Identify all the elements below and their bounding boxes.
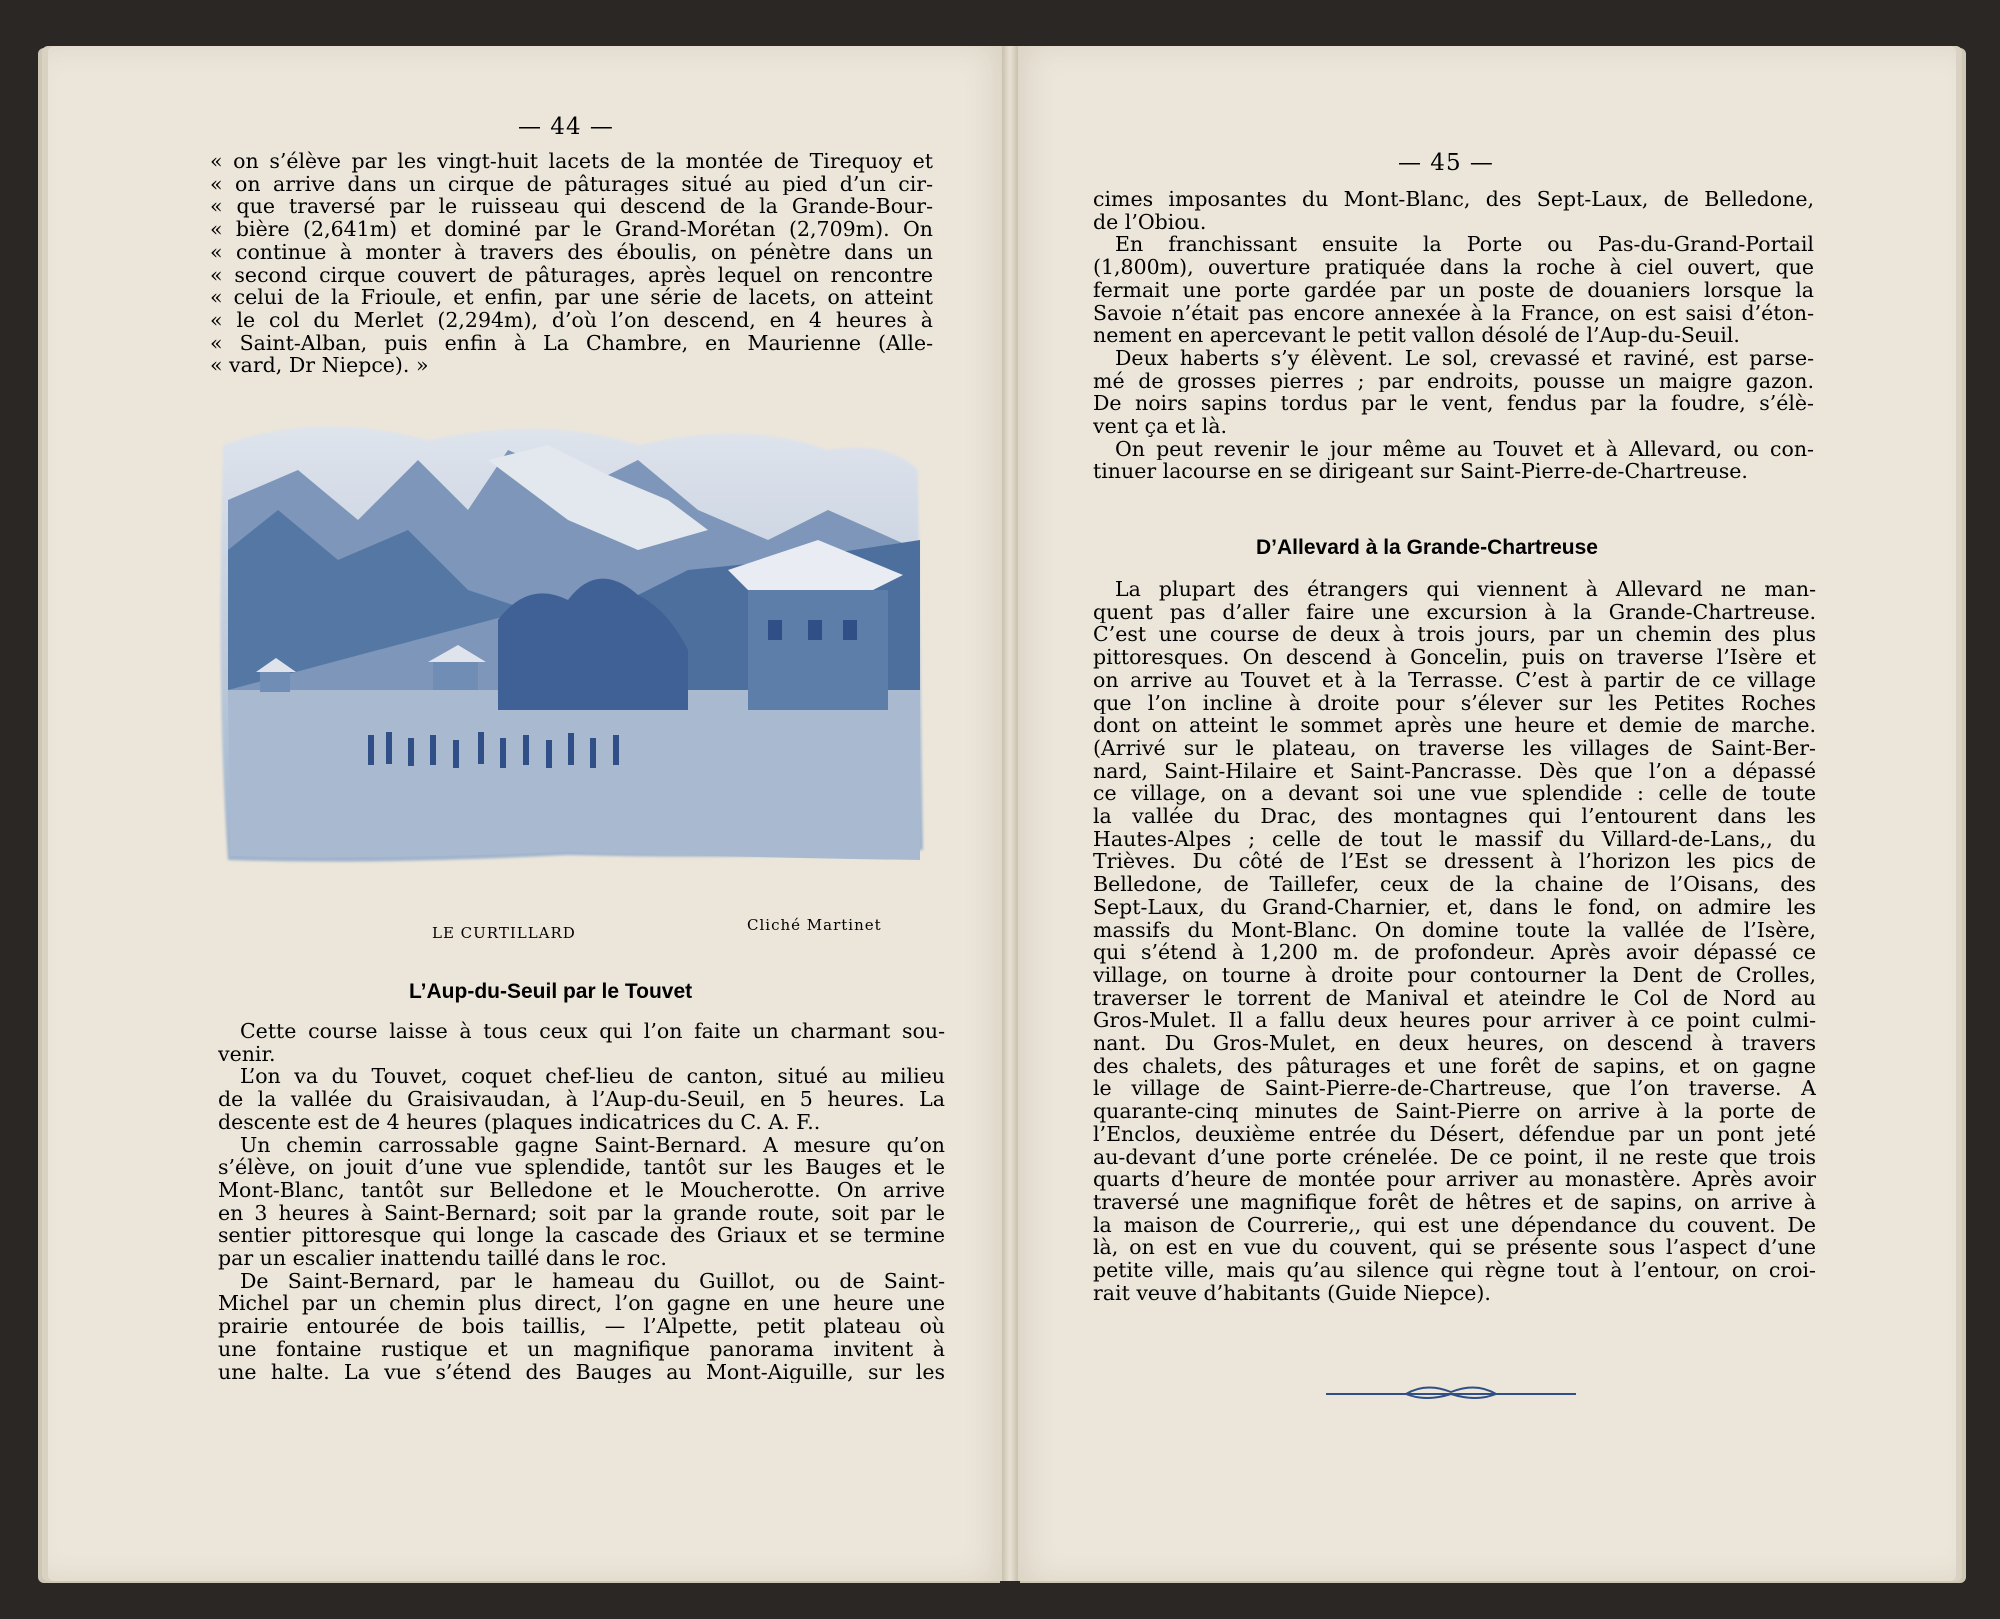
text-line: Michel par un chemin plus direct, l’on gagne en une heure une [218, 1292, 945, 1316]
text-line: village, on tourne à droite pour contourner la Dent de Crolles, [1093, 963, 1816, 987]
text-line: La plupart des étrangers qui viennent à Allevard ne man- [1115, 578, 1816, 601]
end-ornament [1326, 1380, 1576, 1404]
text-line: quent pas d’aller faire une excursion à la Grande-Chartreuse. [1093, 600, 1816, 624]
text-line: cimes imposantes du Mont-Blanc, des Sept-Laux, de Belledone, [1093, 188, 1814, 211]
text-line: « le col du Merlet (2,294m), d’où l’on descend, en 4 heures à [210, 308, 933, 332]
text-line: Un chemin carrossable gagne Saint-Bernard. A mesure qu’on [240, 1133, 945, 1157]
le-curtillard-photo [168, 390, 948, 890]
text-line: Cette course laisse à tous ceux qui l’on faite un charmant sou- [240, 1020, 945, 1043]
text-line: que l’on incline à droite pour s’élever sur les Petites Roches [1093, 691, 1816, 715]
text-line: de l’Obiou. [1093, 210, 1207, 234]
photo-caption: LE CURTILLARD [432, 924, 576, 942]
text-line: Sept-Laux, du Grand-Charnier, et, dans le fond, on admire les [1093, 895, 1816, 919]
text-line: fermait une porte gardée par un poste de douaniers lorsque la [1093, 278, 1814, 302]
text-line: descente est de 4 heures (plaques indicatrices du C. A. F.. [218, 1110, 821, 1134]
text-line: une halte. La vue s’étend des Bauges au Mont-Aiguille, sur les [218, 1360, 945, 1384]
text-line: (1,800m), ouverture pratiquée dans la roche à ciel ouvert, que [1093, 256, 1814, 279]
text-line: « celui de la Frioule, et enfin, par une série de lacets, on atteint [210, 286, 933, 309]
text-line: « vard, Dr Niepce). » [210, 354, 429, 378]
right-section-heading: D’Allevard à la Grande-Chartreuse [1256, 536, 1598, 559]
text-line: on arrive au Touvet et à la Terrasse. C’est à partir de ce village [1093, 668, 1816, 692]
text-line: s’élève, on jouit d’une vue splendide, tantôt sur les Bauges et le [218, 1156, 945, 1179]
text-line: le village de Saint-Pierre-de-Chartreuse, que l’on traverse. A [1093, 1077, 1816, 1101]
text-line: Hautes-Alpes ; celle de tout le massif du Villard-de-Lans,, du [1093, 827, 1816, 851]
left-quote-text [210, 150, 933, 377]
text-line: mé de grosses pierres ; par endroits, pousse un maigre gazon. [1093, 369, 1814, 393]
text-line: la vallée du Drac, des montagnes qui l’entourent dans les [1093, 805, 1816, 828]
right-body-text [1093, 578, 1816, 1305]
text-line: nant. Du Gros-Mulet, en deux heures, on descend à travers [1093, 1032, 1816, 1055]
book-gutter [1002, 46, 1018, 1581]
text-line: rait veuve d’habitants (Guide Niepce). [1093, 1281, 1491, 1305]
text-line: « second cirque couvert de pâturages, après lequel on rencontre [210, 263, 933, 287]
text-line: vent ça et là. [1093, 415, 1228, 438]
text-line: l’Enclos, deuxième entrée du Désert, défendue par un pont jeté [1093, 1122, 1816, 1146]
text-line: « Saint-Alban, puis enfin à La Chambre, en Maurienne (Alle- [210, 331, 933, 355]
text-line: « bière (2,641m) et dominé par le Grand-Morétan (2,709m). On [210, 218, 933, 241]
text-line: En franchissant ensuite la Porte ou Pas-du-Grand-Portail [1115, 233, 1814, 257]
text-line: en 3 heures à Saint-Bernard; soit par la grande route, soit par le [218, 1201, 945, 1225]
text-line: Trièves. Du côté de l’Est se dressent à l’horizon les pics de [1093, 850, 1816, 874]
text-line: qui s’étend à 1,200 m. de profondeur. Après avoir dépassé ce [1093, 941, 1816, 964]
text-line: au-devant d’une porte crénelée. De ce point, il ne reste que trois [1093, 1145, 1816, 1169]
text-line: C’est une course de deux à trois jours, par un chemin des plus [1093, 623, 1816, 647]
text-line: là, on est en vue du couvent, qui se présente sous l’aspect d’une [1093, 1236, 1816, 1260]
text-line: petite ville, mais qu’au silence qui règne tout à l’entour, on croi- [1093, 1259, 1816, 1282]
text-line: des chalets, des pâturages et une forêt de sapins, et on gagne [1093, 1054, 1816, 1078]
text-line: une fontaine rustique et un magnifique panorama invitent à [218, 1337, 945, 1361]
text-line: ce village, on a devant soi une vue splendide : celle de toute [1093, 782, 1816, 806]
text-line: quarts d’heure de montée pour arriver au monastère. Après avoir [1093, 1168, 1816, 1191]
text-line: De noirs sapins tordus par le vent, fendus par la foudre, s’élè- [1093, 392, 1814, 416]
text-line: « on arrive dans un cirque de pâturages situé au pied d’un cir- [210, 172, 933, 196]
text-line: « que traversé par le ruisseau qui descend de la Grande-Bour- [210, 195, 933, 219]
text-line: L’on va du Touvet, coquet chef-lieu de canton, situé au milieu [240, 1065, 945, 1089]
text-line: sentier pittoresque qui longe la cascade des Griaux et se termine [218, 1224, 945, 1248]
left-section-heading: L’Aup-du-Seuil par le Touvet [409, 980, 693, 1003]
left-body-text [218, 1020, 945, 1383]
text-line: Gros-Mulet. Il a fallu deux heures pour arriver à ce point culmi- [1093, 1009, 1816, 1033]
text-line: Mont-Blanc, tantôt sur Belledone et le Moucherotte. On arrive [218, 1178, 945, 1202]
text-line: par un escalier inattendu taillé dans le roc. [218, 1247, 667, 1270]
text-line: « on s’élève par les vingt-huit lacets de la montée de Tirequoy et [210, 150, 933, 173]
photo-credit: Cliché Martinet [747, 916, 882, 934]
text-line: Savoie n’était pas encore annexée à la France, on est saisi d’éton- [1093, 301, 1814, 325]
text-line: tinuer lacourse en se dirigeant sur Saint-Pierre-de-Chartreuse. [1093, 460, 1748, 484]
text-line: de la vallée du Graisivaudan, à l’Aup-du-Seuil, en 5 heures. La [218, 1088, 945, 1111]
text-line: pittoresques. On descend à Goncelin, puis on traverse l’Isère et [1093, 646, 1816, 669]
right-page-number: — 45 — [1398, 150, 1494, 176]
text-line: traversé une magnifique forêt de hêtres et de sapins, on arrive à [1093, 1190, 1816, 1214]
text-line: massifs du Mont-Blanc. On domine toute la vallée de l’Isère, [1093, 918, 1816, 942]
text-line: De Saint-Bernard, par le hameau du Guillot, ou de Saint- [240, 1269, 945, 1293]
right-top-text [1093, 188, 1814, 483]
text-line: traverser le torrent de Manival et ateindre le Col de Nord au [1093, 986, 1816, 1010]
text-line: quarante-cinq minutes de Saint-Pierre on arrive à la porte de [1093, 1100, 1816, 1123]
text-line: « continue à monter à travers des éboulis, on pénètre dans un [210, 240, 933, 264]
text-line: nement en apercevant le petit vallon désolé de l’Aup-du-Seuil. [1093, 324, 1740, 347]
text-line: On peut revenir le jour même au Touvet et à Allevard, ou con- [1115, 437, 1814, 461]
left-page-number: — 44 — [518, 114, 614, 140]
text-line: la maison de Courrerie,, qui est une dépendance du couvent. De [1093, 1213, 1816, 1237]
text-line: Deux haberts s’y élèvent. Le sol, crevassé et raviné, est parse- [1115, 346, 1814, 370]
text-line: prairie entourée de bois taillis, — l’Alpette, petit plateau où [218, 1315, 945, 1338]
text-line: venir. [218, 1042, 276, 1066]
text-line: (Arrivé sur le plateau, on traverse les villages de Saint-Ber- [1093, 736, 1816, 760]
text-line: dont on atteint le sommet après une heure et demie de marche. [1093, 714, 1816, 737]
text-line: Belledone, de Taillefer, ceux de la chaine de l’Oisans, des [1093, 873, 1816, 896]
text-line: nard, Saint-Hilaire et Saint-Pancrasse. Dès que l’on a dépassé [1093, 759, 1816, 783]
